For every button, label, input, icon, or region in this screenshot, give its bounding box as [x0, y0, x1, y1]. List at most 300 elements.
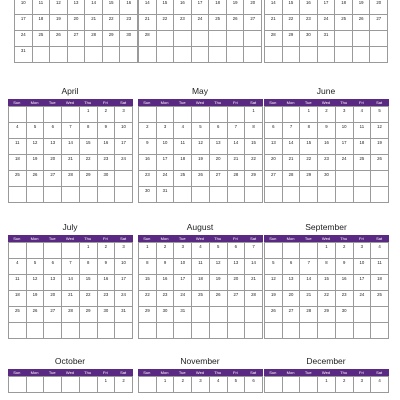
day-cell — [283, 187, 301, 203]
day-cell — [300, 243, 318, 259]
day-cell — [44, 187, 62, 203]
weekday-label: Wed — [195, 370, 205, 375]
day-cell: 4 — [371, 377, 389, 393]
day-cell — [44, 377, 62, 393]
day-cell — [370, 31, 388, 47]
day-cell: 7 — [62, 123, 80, 139]
week-row — [265, 155, 389, 171]
day-cell: 1 — [300, 107, 318, 123]
weekday-label: Fri — [233, 236, 238, 241]
day-cell: 19 — [27, 155, 45, 171]
day-cell: 19 — [27, 291, 45, 307]
day-cell: 15 — [80, 275, 98, 291]
day-cell — [336, 187, 354, 203]
week-row — [139, 291, 263, 307]
weekday-label: Tue — [48, 370, 56, 375]
week-row — [9, 377, 133, 393]
day-cell — [44, 323, 62, 339]
day-cell: 21 — [300, 291, 318, 307]
day-cell: 24 — [354, 291, 372, 307]
day-cell: 30 — [336, 307, 354, 323]
week-row — [139, 107, 263, 123]
day-cell: 4 — [9, 123, 27, 139]
day-cell: 27 — [370, 15, 388, 31]
week-row — [9, 187, 133, 203]
day-cell: 20 — [265, 155, 283, 171]
day-cell — [228, 187, 246, 203]
day-cell: 1 — [80, 107, 98, 123]
day-cell — [265, 243, 283, 259]
day-cell — [245, 187, 263, 203]
weekday-label: Sat — [250, 100, 257, 105]
weekday-label: Thu — [84, 100, 92, 105]
week-row — [9, 323, 133, 339]
day-cell — [192, 47, 210, 63]
day-cell: 25 — [33, 31, 51, 47]
day-cell — [115, 171, 133, 187]
day-cell: 29 — [139, 307, 157, 323]
weekday-label: Sat — [250, 370, 257, 375]
day-cell — [27, 187, 45, 203]
day-cell: 27 — [265, 171, 283, 187]
day-cell: 20 — [228, 275, 246, 291]
day-cell — [80, 323, 98, 339]
day-cell: 2 — [336, 243, 354, 259]
month-title: December — [306, 356, 346, 366]
day-cell: 30 — [120, 31, 138, 47]
day-cell — [283, 377, 301, 393]
day-cell: 22 — [245, 155, 263, 171]
day-cell: 2 — [157, 243, 175, 259]
week-row — [265, 291, 389, 307]
day-cell — [265, 47, 283, 63]
day-cell: 11 — [9, 139, 27, 155]
weekday-header — [264, 99, 389, 106]
day-cell — [192, 187, 210, 203]
day-cell: 27 — [68, 31, 86, 47]
month-title: June — [316, 86, 336, 96]
week-row — [9, 275, 133, 291]
month-title: May — [191, 86, 209, 96]
day-cell: 11 — [174, 139, 192, 155]
day-cell: 16 — [318, 139, 336, 155]
day-cell: 28 — [300, 307, 318, 323]
weekday-label: Sun — [13, 100, 21, 105]
month-grid — [8, 369, 133, 393]
weekday-label: Fri — [233, 100, 238, 105]
month-weeks — [264, 376, 389, 393]
weekday-label: Sat — [250, 236, 257, 241]
day-cell: 18 — [335, 0, 353, 15]
day-cell: 3 — [354, 377, 372, 393]
day-cell — [265, 377, 283, 393]
day-cell: 23 — [120, 15, 138, 31]
weekday-label: Wed — [321, 236, 331, 241]
day-cell: 15 — [318, 275, 336, 291]
day-cell: 15 — [80, 139, 98, 155]
day-cell — [27, 323, 45, 339]
day-cell: 23 — [174, 15, 192, 31]
day-cell — [80, 377, 98, 393]
day-cell: 2 — [336, 377, 354, 393]
day-cell: 27 — [283, 307, 301, 323]
day-cell — [318, 187, 336, 203]
weekday-label: Thu — [214, 236, 222, 241]
day-cell — [210, 323, 228, 339]
day-cell: 15 — [103, 0, 121, 15]
day-cell: 9 — [98, 259, 116, 275]
weekday-label: Wed — [195, 236, 205, 241]
weekday-label: Wed — [65, 236, 75, 241]
day-cell — [9, 377, 27, 393]
weekday-label: Fri — [359, 100, 364, 105]
day-cell: 6 — [228, 243, 246, 259]
day-cell: 14 — [228, 139, 246, 155]
weekday-label: Sun — [143, 370, 151, 375]
day-cell — [353, 47, 371, 63]
day-cell: 26 — [27, 307, 45, 323]
day-cell: 2 — [139, 123, 157, 139]
day-cell: 25 — [354, 155, 372, 171]
day-cell — [157, 47, 175, 63]
day-cell: 10 — [174, 259, 192, 275]
day-cell: 20 — [283, 291, 301, 307]
day-cell: 27 — [210, 171, 228, 187]
day-cell: 26 — [27, 171, 45, 187]
day-cell — [300, 47, 318, 63]
week-row — [265, 31, 388, 47]
day-cell — [103, 47, 121, 63]
weekday-label: Tue — [304, 100, 312, 105]
day-cell: 17 — [15, 15, 33, 31]
week-row — [265, 171, 389, 187]
day-cell: 25 — [9, 171, 27, 187]
day-cell: 14 — [62, 139, 80, 155]
day-cell: 4 — [192, 243, 210, 259]
day-cell — [85, 47, 103, 63]
day-cell: 17 — [115, 139, 133, 155]
weekday-label: Thu — [214, 370, 222, 375]
day-cell: 10 — [157, 139, 175, 155]
weekday-header — [138, 369, 263, 376]
weekday-label: Sat — [120, 100, 127, 105]
day-cell — [27, 243, 45, 259]
day-cell: 14 — [85, 0, 103, 15]
day-cell: 13 — [44, 139, 62, 155]
day-cell — [44, 243, 62, 259]
day-cell: 9 — [336, 259, 354, 275]
day-cell: 24 — [15, 31, 33, 47]
day-cell: 28 — [139, 31, 157, 47]
day-cell: 23 — [139, 171, 157, 187]
day-cell — [354, 307, 372, 323]
day-cell — [9, 107, 27, 123]
day-cell: 21 — [283, 155, 301, 171]
weekday-label: Mon — [30, 100, 39, 105]
day-cell — [370, 47, 388, 63]
weekday-label: Sun — [143, 100, 151, 105]
day-cell — [209, 31, 227, 47]
day-cell — [228, 107, 246, 123]
day-cell — [62, 243, 80, 259]
day-cell: 6 — [44, 259, 62, 275]
day-cell: 12 — [210, 259, 228, 275]
month-grid — [264, 369, 389, 393]
day-cell: 31 — [115, 307, 133, 323]
weekday-header — [8, 235, 133, 242]
day-cell — [27, 377, 45, 393]
day-cell — [9, 243, 27, 259]
week-row — [265, 323, 389, 339]
day-cell — [210, 187, 228, 203]
day-cell: 28 — [85, 31, 103, 47]
day-cell: 27 — [44, 307, 62, 323]
day-cell: 26 — [192, 171, 210, 187]
day-cell — [9, 323, 27, 339]
day-cell: 24 — [318, 15, 336, 31]
week-row — [9, 259, 133, 275]
day-cell: 3 — [115, 243, 133, 259]
day-cell — [318, 323, 336, 339]
day-cell: 6 — [265, 123, 283, 139]
weekday-label: Mon — [160, 100, 169, 105]
weekday-label: Fri — [359, 370, 364, 375]
weekday-label: Mon — [30, 370, 39, 375]
day-cell: 15 — [139, 275, 157, 291]
month-grid — [8, 235, 133, 339]
week-row — [139, 139, 263, 155]
week-row — [15, 15, 138, 31]
day-cell: 4 — [9, 259, 27, 275]
day-cell: 2 — [174, 377, 192, 393]
day-cell: 1 — [80, 243, 98, 259]
day-cell: 9 — [157, 259, 175, 275]
week-row — [139, 377, 263, 393]
week-row — [139, 243, 263, 259]
day-cell: 3 — [115, 107, 133, 123]
day-cell: 17 — [336, 139, 354, 155]
weekday-label: Wed — [195, 100, 205, 105]
day-cell: 11 — [192, 259, 210, 275]
day-cell — [9, 187, 27, 203]
day-cell — [283, 323, 301, 339]
partial-calendar-1 — [14, 0, 138, 63]
day-cell: 9 — [98, 123, 116, 139]
weekday-label: Mon — [286, 236, 295, 241]
day-cell — [244, 47, 262, 63]
day-cell — [68, 47, 86, 63]
day-cell: 14 — [62, 275, 80, 291]
month-grid — [138, 235, 263, 339]
day-cell — [62, 323, 80, 339]
day-cell — [300, 187, 318, 203]
day-cell: 26 — [265, 307, 283, 323]
weekday-label: Sun — [269, 370, 277, 375]
day-cell: 4 — [354, 107, 372, 123]
day-cell: 14 — [283, 139, 301, 155]
day-cell: 22 — [318, 291, 336, 307]
day-cell: 9 — [318, 123, 336, 139]
weekday-label: Sat — [376, 100, 383, 105]
month-title: October — [54, 356, 86, 366]
day-cell: 5 — [27, 259, 45, 275]
weekday-label: Sun — [143, 236, 151, 241]
week-row — [265, 123, 389, 139]
day-cell — [335, 47, 353, 63]
day-cell: 3 — [157, 123, 175, 139]
week-row — [139, 187, 263, 203]
day-cell: 10 — [115, 123, 133, 139]
day-cell: 10 — [354, 259, 372, 275]
weekday-label: Tue — [304, 370, 312, 375]
day-cell: 15 — [157, 0, 175, 15]
weekday-label: Sun — [269, 100, 277, 105]
day-cell: 2 — [98, 107, 116, 123]
day-cell — [33, 47, 51, 63]
day-cell — [115, 187, 133, 203]
week-row — [139, 0, 262, 15]
partial-weeks — [138, 0, 262, 63]
weekday-header — [8, 369, 133, 376]
day-cell: 18 — [192, 275, 210, 291]
day-cell: 19 — [353, 0, 371, 15]
day-cell: 20 — [44, 291, 62, 307]
day-cell: 3 — [336, 107, 354, 123]
week-row — [9, 171, 133, 187]
day-cell — [265, 187, 283, 203]
day-cell — [244, 31, 262, 47]
day-cell: 22 — [80, 291, 98, 307]
day-cell: 7 — [283, 123, 301, 139]
day-cell: 7 — [228, 123, 246, 139]
week-row — [139, 155, 263, 171]
weekday-label: Wed — [65, 100, 75, 105]
weekday-label: Fri — [103, 370, 108, 375]
week-row — [139, 47, 262, 63]
partial-calendar-3 — [264, 0, 388, 63]
day-cell: 16 — [157, 275, 175, 291]
day-cell: 21 — [62, 155, 80, 171]
day-cell — [245, 307, 263, 323]
day-cell: 20 — [68, 15, 86, 31]
partial-weeks — [264, 0, 388, 63]
day-cell: 8 — [318, 259, 336, 275]
day-cell — [353, 31, 371, 47]
day-cell — [115, 323, 133, 339]
weekday-label: Tue — [178, 236, 186, 241]
day-cell — [300, 323, 318, 339]
day-cell — [265, 107, 283, 123]
day-cell: 10 — [115, 259, 133, 275]
week-row — [9, 243, 133, 259]
day-cell: 9 — [139, 139, 157, 155]
day-cell — [228, 307, 246, 323]
day-cell: 24 — [336, 155, 354, 171]
day-cell — [371, 323, 389, 339]
day-cell — [174, 31, 192, 47]
day-cell: 14 — [139, 0, 157, 15]
day-cell: 5 — [371, 107, 389, 123]
week-row — [265, 377, 389, 393]
day-cell: 16 — [139, 155, 157, 171]
day-cell — [192, 107, 210, 123]
day-cell: 19 — [371, 139, 389, 155]
day-cell: 28 — [62, 307, 80, 323]
day-cell: 19 — [210, 275, 228, 291]
day-cell: 31 — [174, 307, 192, 323]
week-row — [9, 307, 133, 323]
day-cell: 20 — [244, 0, 262, 15]
day-cell — [371, 171, 389, 187]
day-cell — [335, 31, 353, 47]
month-weeks — [264, 242, 389, 339]
day-cell — [354, 323, 372, 339]
month-grid — [8, 99, 133, 203]
weekday-label: Tue — [304, 236, 312, 241]
weekday-label: Sun — [13, 370, 21, 375]
day-cell: 30 — [300, 31, 318, 47]
day-cell: 2 — [318, 107, 336, 123]
day-cell: 22 — [103, 15, 121, 31]
day-cell: 31 — [15, 47, 33, 63]
day-cell — [283, 243, 301, 259]
week-row — [139, 307, 263, 323]
day-cell — [283, 107, 301, 123]
day-cell: 29 — [103, 31, 121, 47]
weekday-label: Mon — [286, 100, 295, 105]
day-cell: 8 — [245, 123, 263, 139]
day-cell: 11 — [33, 0, 51, 15]
day-cell: 17 — [192, 0, 210, 15]
weekday-label: Thu — [84, 370, 92, 375]
day-cell: 16 — [174, 0, 192, 15]
day-cell: 13 — [44, 275, 62, 291]
day-cell: 18 — [9, 291, 27, 307]
day-cell: 7 — [62, 259, 80, 275]
day-cell: 18 — [9, 155, 27, 171]
weekday-label: Sat — [120, 236, 127, 241]
day-cell: 22 — [139, 291, 157, 307]
day-cell — [157, 107, 175, 123]
weekday-label: Wed — [321, 100, 331, 105]
partial-calendar-2 — [138, 0, 262, 63]
day-cell — [44, 107, 62, 123]
day-cell: 18 — [174, 155, 192, 171]
day-cell — [210, 107, 228, 123]
day-cell: 26 — [210, 291, 228, 307]
day-cell: 24 — [157, 171, 175, 187]
week-row — [265, 259, 389, 275]
day-cell: 25 — [371, 291, 389, 307]
day-cell: 5 — [210, 243, 228, 259]
day-cell: 19 — [50, 15, 68, 31]
month-grid — [264, 235, 389, 339]
day-cell — [174, 323, 192, 339]
day-cell: 31 — [318, 31, 336, 47]
day-cell: 17 — [157, 155, 175, 171]
day-cell — [227, 47, 245, 63]
week-row — [139, 123, 263, 139]
day-cell — [98, 323, 116, 339]
day-cell: 20 — [210, 155, 228, 171]
day-cell — [192, 323, 210, 339]
day-cell: 15 — [300, 139, 318, 155]
day-cell — [174, 187, 192, 203]
day-cell — [120, 47, 138, 63]
week-row — [15, 47, 138, 63]
day-cell: 15 — [245, 139, 263, 155]
day-cell — [157, 323, 175, 339]
